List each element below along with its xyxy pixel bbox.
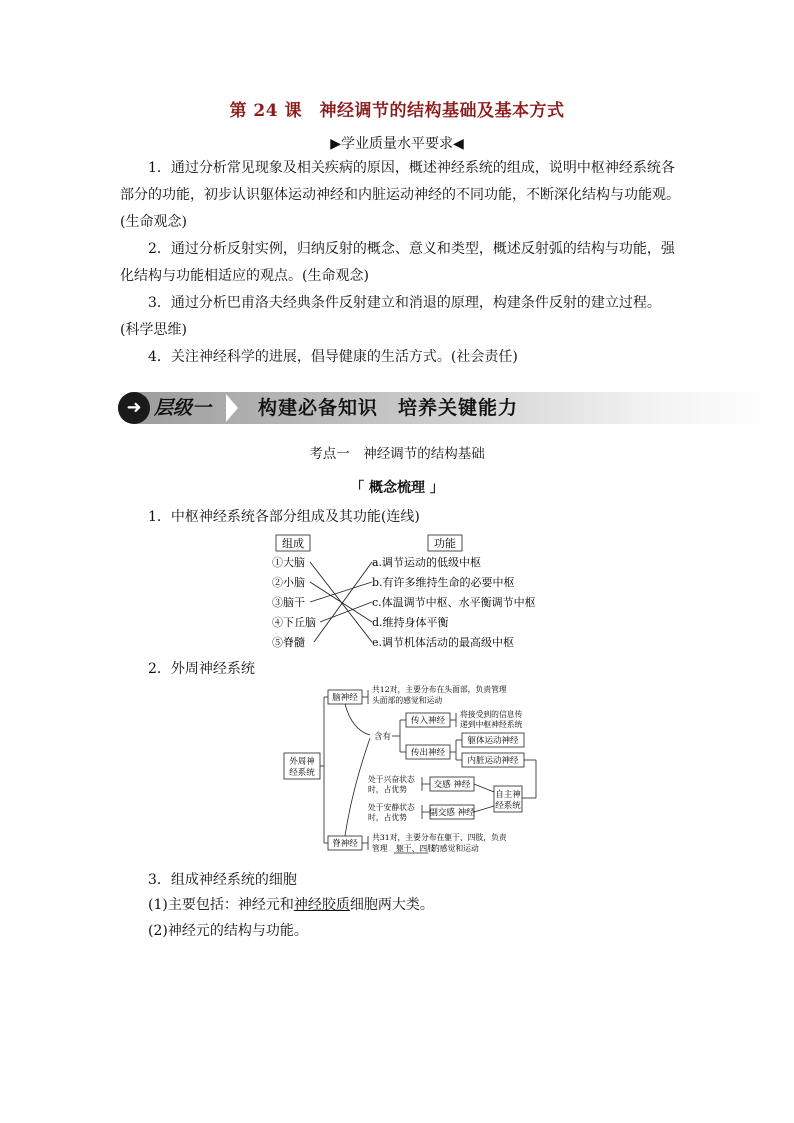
left-item-2: ②小脑 — [272, 576, 305, 589]
objectives — [120, 155, 680, 371]
question-1: 1．中枢神经系统各部分组成及其功能(连线) — [148, 509, 420, 525]
spinal-desc-line1: 共31对，主要分布在躯干、四肢，负责 — [372, 833, 507, 842]
matching-diagram — [260, 530, 580, 655]
left-item-1: ①大脑 — [272, 556, 305, 569]
afferent-desc-line1: 将接受到的信息传 — [460, 710, 523, 719]
section-banner — [118, 392, 778, 424]
arrow-right-icon: ➜ — [118, 392, 150, 424]
chevron-right-icon — [226, 394, 238, 422]
q3-1-post: 细胞两大类。 — [349, 897, 434, 913]
matching-lines — [310, 562, 372, 642]
objective-1: 1．通过分析常见现象及相关疾病的原因，概述神经系统的组成，说明中枢神经系统各部分的功能，初步认识躯体运动神经和内脏运动神经的不同功能，不断深化结构与功能观。(生命观念) — [120, 160, 680, 230]
spinal-nerve: 脊神经 — [332, 839, 358, 849]
page-title: 第 24 课 神经调节的结构基础及基本方式 — [229, 101, 565, 121]
kaodian-heading: 考点一 神经调节的结构基础 — [309, 446, 485, 462]
pns-root-line2: 经系统 — [289, 768, 315, 778]
objective-2: 2．通过分析反射实例，归纳反射的概念、意义和类型，概述反射弧的结构与功能，强化结构与功能相适应的观点。(生命观念) — [120, 241, 675, 284]
autonomic-line2: 经系统 — [495, 801, 521, 811]
left-header: 组成 — [282, 537, 304, 550]
objective-4: 4．关注神经科学的进展，倡导健康的生活方式。(社会责任) — [148, 349, 518, 365]
contains-label: 含有 — [374, 732, 392, 742]
banner-level: 层级一 — [154, 397, 212, 419]
question-3-1 — [148, 894, 434, 914]
banner-text: 构建必备知识 培养关键能力 — [258, 397, 519, 419]
brain-desc-line1: 共12对，主要分布在头面部，负责管理 — [372, 685, 507, 694]
left-item-5: ⑤脊髓 — [272, 636, 305, 649]
brain-nerve: 脑神经 — [332, 693, 358, 703]
left-item-3: ③脑干 — [272, 596, 305, 609]
right-item-d: d.维持身体平衡 — [372, 616, 449, 629]
calm-desc-line1: 处于安静状态 — [368, 803, 415, 812]
spinal-desc-line2-post: 的感觉和运动 — [432, 844, 479, 853]
excite-desc-line2: 时，占优势 — [368, 785, 407, 794]
q3-1-fill: 神经胶质 — [293, 897, 350, 913]
question-3: 3．组成神经系统的细胞 — [148, 872, 297, 888]
autonomic-line1: 自主神 — [495, 790, 521, 800]
calm-desc-line2: 时，占优势 — [368, 813, 407, 822]
question-3-2: (2)神经元的结构与功能。 — [148, 923, 308, 939]
quality-heading: ▶学业质量水平要求◀ — [330, 136, 464, 152]
pns-diagram — [282, 680, 552, 860]
right-item-b: b.有许多维持生命的必要中枢 — [372, 576, 515, 589]
spinal-desc-line2-pre: 管理 — [372, 844, 388, 853]
parasympathetic-nerve: 副交感 神经 — [429, 808, 475, 818]
right-item-a: a.调节运动的低级中枢 — [372, 556, 482, 569]
afferent-desc-line2: 递到中枢神经系统 — [460, 720, 523, 729]
question-2: 2．外周神经系统 — [148, 661, 255, 677]
right-item-c: c.体温调节中枢、水平衡调节中枢 — [372, 596, 536, 609]
spinal-desc-line2-fill: 躯干、四肢 — [396, 844, 435, 853]
q3-1-pre: (1)主要包括：神经元和 — [148, 897, 294, 913]
afferent-nerve: 传入神经 — [410, 716, 446, 726]
objective-3: 3．通过分析巴甫洛夫经典条件反射建立和消退的原理，构建条件反射的建立过程。(科学思维) — [120, 295, 661, 338]
somatic-motor-nerve: 躯体运动神经 — [467, 736, 519, 746]
excite-desc-line1: 处于兴奋状态 — [368, 775, 415, 784]
right-item-e: e.调节机体活动的最高级中枢 — [372, 636, 515, 649]
sympathetic-nerve: 交感 神经 — [433, 780, 471, 790]
right-header: 功能 — [434, 537, 456, 550]
visceral-motor-nerve: 内脏运动神经 — [467, 756, 519, 766]
brain-desc-line2: 头面部的感觉和运动 — [372, 696, 443, 705]
left-item-4: ④下丘脑 — [272, 616, 316, 629]
pns-root-line1: 外周神 — [289, 757, 315, 767]
concept-heading: 「 概念梳理 」 — [350, 480, 444, 496]
efferent-nerve: 传出神经 — [410, 748, 446, 758]
